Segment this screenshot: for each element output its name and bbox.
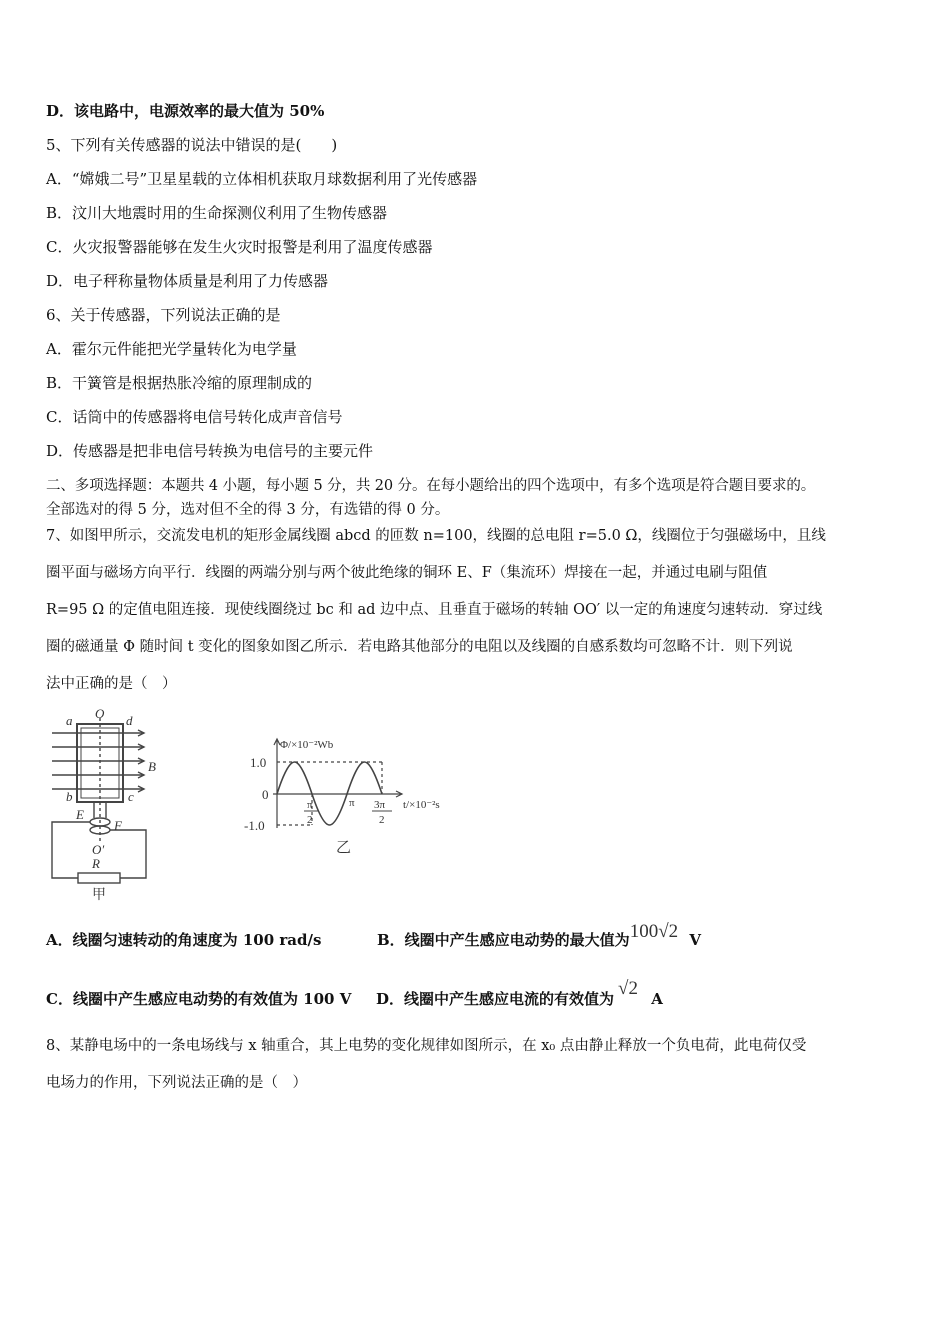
graph-t-axis-label: t/×10⁻²s xyxy=(403,799,440,811)
q5-stem: 5、下列有关传感器的说法中错误的是( ) xyxy=(46,136,338,154)
section2-heading-line2: 全部选对的得 5 分，选对但不全的得 3 分，有选错的得 0 分。 xyxy=(46,502,450,518)
q8-stem-line-2: 电场力的作用，下列说法正确的是（ ） xyxy=(46,1075,307,1091)
q7-option-d-unit: A xyxy=(651,990,663,1008)
q7-stem-line-1: 7、如图甲所示，交流发电机的矩形金属线圈 abcd 的匝数 n=100，线圈的总电阻 r=5.0 Ω，线圈位于匀强磁场中，且线 xyxy=(46,528,826,544)
graph-t-tick-half-pi-num: π xyxy=(307,799,313,811)
figure-jia-caption: 甲 xyxy=(92,887,106,902)
graph-y-tick-bottom: -1.0 xyxy=(244,818,265,833)
q7-option-b-text: B．线圈中产生感应电动势的最大值为 xyxy=(377,931,630,949)
graph-y-tick-top: 1.0 xyxy=(250,755,267,770)
q7-option-a: A．线圈匀速转动的角速度为 100 rad/s xyxy=(46,931,322,949)
q7-stem-line-3: R=95 Ω 的定值电阻连接．现使线圈绕过 bc 和 ad 边中点、且垂直于磁场的转轴 OO′ 以一定的角速度匀速转动．穿过线 xyxy=(46,602,823,618)
q7-option-b xyxy=(377,921,701,950)
q6-option-a: A．霍尔元件能把光学量转化为电学量 xyxy=(46,340,297,358)
ring-label-e: E xyxy=(76,807,84,822)
section2-heading-line1: 二、多项选择题：本题共 4 小题，每小题 5 分，共 20 分。在每小题给出的四个选项中，有多个选项是符合题目要求的。 xyxy=(46,478,816,494)
graph-t-tick-half-pi-den: 2 xyxy=(307,814,313,826)
q6-option-d: D．传感器是把非电信号转换为电信号的主要元件 xyxy=(46,442,374,460)
field-label-b: B xyxy=(148,759,156,774)
q7-option-c: C．线圈中产生感应电动势的有效值为 100 V xyxy=(46,990,352,1008)
coil-label-a: a xyxy=(66,713,73,728)
q6-stem: 6、关于传感器，下列说法正确的是 xyxy=(46,306,281,324)
coil-label-c: c xyxy=(128,789,134,804)
q7-stem-line-5: 法中正确的是（ ） xyxy=(46,676,177,692)
graph-t-tick-three-half-pi-num: 3π xyxy=(374,799,386,811)
q6-option-b: B．干簧管是根据热胀冷缩的原理制成的 xyxy=(46,374,313,392)
graph-t-tick-pi: π xyxy=(349,797,355,809)
axis-label-o: O xyxy=(95,706,105,721)
graph-y-tick-zero: 0 xyxy=(262,787,269,802)
figure-yi-caption: 乙 xyxy=(336,838,352,856)
q4-option-d: D．该电路中，电源效率的最大值为 50% xyxy=(46,102,325,120)
axis-label-o-prime: O′ xyxy=(92,842,105,857)
resistor-label-r: R xyxy=(92,856,100,871)
q7-option-b-math: 100√2 xyxy=(629,921,679,942)
q5-option-b: B．汶川大地震时用的生命探测仪利用了生物传感器 xyxy=(46,204,388,222)
ring-label-f: F xyxy=(114,818,122,833)
q6-option-c: C．话筒中的传感器将电信号转化成声音信号 xyxy=(46,408,343,426)
q7-stem-line-2: 圈平面与磁场方向平行．线圈的两端分别与两个彼此绝缘的铜环 E、F（集流环）焊接在一起，并通过电刷与阻值 xyxy=(46,565,768,581)
q5-option-d: D．电子秤称量物体质量是利用了力传感器 xyxy=(46,272,329,290)
q7-option-d xyxy=(376,978,663,1009)
graph-y-axis-label: Φ/×10⁻²Wb xyxy=(280,739,334,751)
q5-option-c: C．火灾报警器能够在发生火灾时报警是利用了温度传感器 xyxy=(46,238,433,256)
coil-label-b: b xyxy=(66,789,73,804)
q7-stem-line-4: 圈的磁通量 Φ 随时间 t 变化的图象如图乙所示．若电路其他部分的电阻以及线圈的自感系数均可忽略不计．则下列说 xyxy=(46,639,793,655)
graph-t-tick-three-half-pi-den: 2 xyxy=(379,814,385,826)
q8-stem-line-1: 8、某静电场中的一条电场线与 x 轴重合，其上电势的变化规律如图所示，在 x₀ 点由静止释放一个负电荷，此电荷仅受 xyxy=(46,1038,807,1054)
figure-yi-flux-graph xyxy=(240,736,460,856)
q7-option-b-unit: V xyxy=(689,931,701,949)
q7-option-d-text: D．线圈中产生感应电流的有效值为 xyxy=(376,990,615,1008)
q7-option-d-math: √2 xyxy=(618,978,638,999)
figure-jia-generator xyxy=(44,706,164,902)
q5-option-a: A．“嫦娥二号”卫星星载的立体相机获取月球数据利用了光传感器 xyxy=(46,170,478,188)
coil-label-d: d xyxy=(126,713,133,728)
